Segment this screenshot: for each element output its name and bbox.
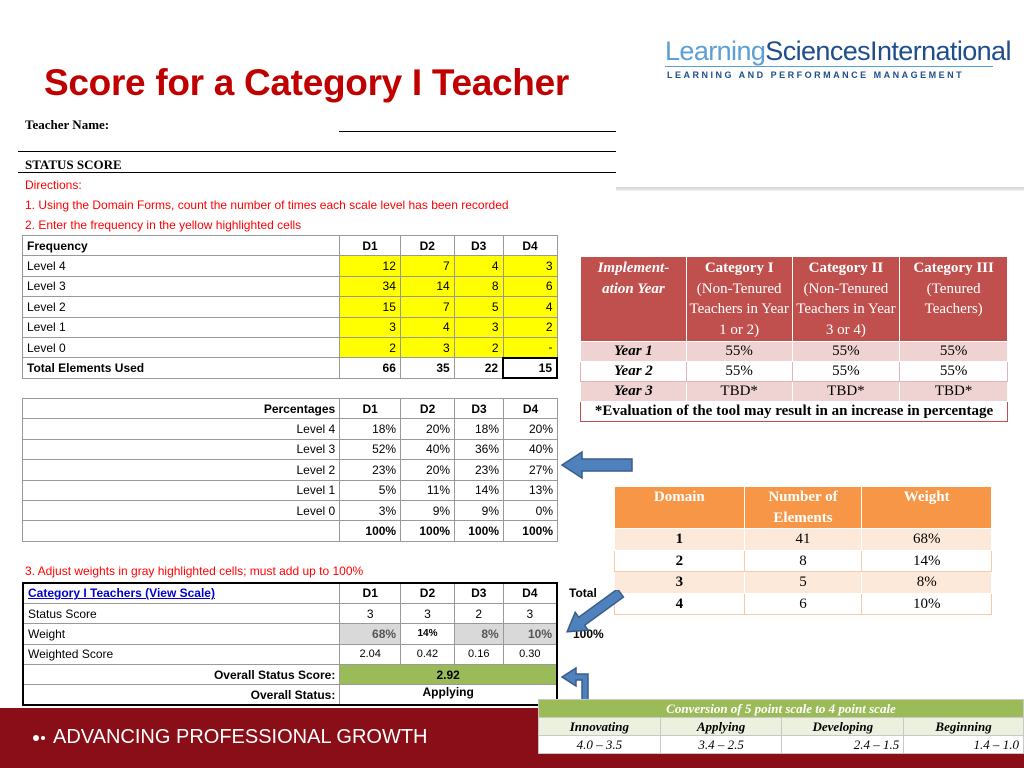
- percent-cell: 18%: [455, 419, 504, 439]
- table-row: [23, 665, 557, 685]
- header-cell: Applying: [660, 718, 782, 736]
- row-label: Level 3: [23, 439, 340, 459]
- row-label: Level 2: [23, 297, 340, 317]
- frequency-input-cell[interactable]: 7: [400, 297, 454, 317]
- directions-label: Directions:: [25, 178, 82, 192]
- category-title: Category I: [704, 260, 774, 276]
- table-row: [615, 593, 992, 615]
- percent-cell: 3%: [340, 500, 401, 520]
- frequency-input-cell[interactable]: 2: [340, 337, 401, 357]
- table-cell: TBD*: [792, 382, 900, 402]
- table-row: [581, 362, 1008, 382]
- table-cell: 55%: [686, 342, 792, 362]
- total-cell: 100%: [504, 521, 558, 541]
- total-cell: 100%: [401, 521, 455, 541]
- table-row: [23, 685, 557, 705]
- weight-input-cell[interactable]: 68%: [340, 624, 401, 644]
- header-cell: [900, 257, 1008, 342]
- domain-number: 1: [615, 529, 745, 551]
- frequency-input-cell[interactable]: 15: [340, 297, 401, 317]
- header-cell: Weight: [862, 487, 992, 529]
- header-cell: [686, 257, 792, 342]
- evaluation-note: *Evaluation of the tool may result in an increase in percentage: [581, 402, 1008, 422]
- row-label: Overall Status:: [23, 685, 340, 705]
- range-cell: 1.4 – 1.0: [904, 736, 1024, 754]
- frequency-input-cell[interactable]: 2: [503, 317, 557, 337]
- table-header-row: [23, 236, 558, 256]
- percent-cell: 20%: [504, 419, 558, 439]
- table-row: [23, 317, 558, 337]
- total-cell: 35: [400, 358, 454, 378]
- frequency-input-cell[interactable]: 5: [454, 297, 503, 317]
- page-title: Score for a Category I Teacher: [44, 62, 569, 103]
- learning-sciences-logo: [665, 36, 1011, 86]
- table-header-row: [539, 700, 1024, 718]
- status-score-cell: 3: [340, 603, 401, 623]
- table-row: [23, 500, 558, 520]
- row-label: Level 1: [23, 317, 340, 337]
- row-label: Total Elements Used: [23, 358, 340, 378]
- selected-total-cell[interactable]: 15: [503, 358, 557, 378]
- frequency-input-cell[interactable]: 34: [340, 276, 401, 296]
- row-label: [23, 521, 340, 541]
- status-score-cell: 3: [401, 603, 455, 623]
- range-cell: 2.4 – 1.5: [782, 736, 904, 754]
- frequency-input-cell[interactable]: 3: [503, 256, 557, 276]
- table-cell: 55%: [686, 362, 792, 382]
- header-cell: D3: [454, 583, 503, 603]
- row-label: Level 0: [23, 337, 340, 357]
- category-title: Category III: [913, 260, 994, 276]
- table-cell: TBD*: [686, 382, 792, 402]
- table-cell: TBD*: [900, 382, 1008, 402]
- header-cell: D3: [455, 399, 504, 419]
- overall-status-value: Applying: [340, 685, 557, 705]
- frequency-input-cell[interactable]: 12: [340, 256, 401, 276]
- domain-number: 3: [615, 572, 745, 594]
- direction-2: 2. Enter the frequency in the yellow highlighted cells: [25, 218, 302, 232]
- frequency-input-cell[interactable]: 8: [454, 276, 503, 296]
- divider-line: [18, 172, 616, 173]
- row-label: Weighted Score: [23, 644, 340, 664]
- category-percentages-table: [580, 256, 1008, 422]
- percent-cell: 9%: [401, 500, 455, 520]
- percent-cell: 23%: [455, 460, 504, 480]
- table-row: [23, 439, 558, 459]
- weighted-score-cell: 0.42: [401, 644, 455, 664]
- header-cell: Domain: [615, 487, 745, 529]
- status-score-cell: 3: [503, 603, 557, 623]
- table-cell: 55%: [792, 362, 900, 382]
- header-cell: D2: [401, 399, 455, 419]
- header-divider: [615, 187, 1024, 191]
- status-score-label: STATUS SCORE: [25, 157, 122, 172]
- left-arrow-icon: [560, 450, 634, 480]
- table-cell: 10%: [862, 593, 992, 615]
- frequency-input-cell[interactable]: 3: [400, 337, 454, 357]
- logo-tagline: LEARNING AND PERFORMANCE MANAGEMENT: [667, 70, 965, 80]
- weight-total-value: 100%: [573, 627, 604, 641]
- header-cell: D2: [400, 236, 454, 256]
- percent-cell: 18%: [340, 419, 401, 439]
- table-row: [615, 529, 992, 551]
- table-total-row: [23, 358, 558, 378]
- header-cell: Beginning: [904, 718, 1024, 736]
- logo-rule: [665, 66, 993, 67]
- header-cell: D4: [503, 236, 557, 256]
- frequency-input-cell[interactable]: 7: [400, 256, 454, 276]
- percent-cell: 23%: [340, 460, 401, 480]
- header-cell: D1: [340, 399, 401, 419]
- table-cell: 55%: [792, 342, 900, 362]
- table-cell: 8: [744, 550, 862, 572]
- row-label: Level 4: [23, 419, 340, 439]
- frequency-input-cell[interactable]: 4: [454, 256, 503, 276]
- row-label: Year 3: [581, 382, 687, 402]
- range-cell: 4.0 – 3.5: [539, 736, 661, 754]
- row-label: Year 1: [581, 342, 687, 362]
- table-total-row: [23, 521, 558, 541]
- weighted-score-cell: 2.04: [340, 644, 401, 664]
- percent-cell: 36%: [455, 439, 504, 459]
- view-scale-link[interactable]: [23, 583, 340, 603]
- logo-learning-word: Learning: [665, 36, 766, 66]
- percent-cell: 52%: [340, 439, 401, 459]
- percent-cell: 20%: [401, 460, 455, 480]
- bent-arrow-icon: [560, 660, 602, 702]
- category-subtitle: (Tenured Teachers): [924, 280, 983, 317]
- header-cell: Percentages: [23, 399, 340, 419]
- footer-dot-icon: [41, 736, 45, 740]
- weight-input-cell[interactable]: 10%: [503, 624, 557, 644]
- conversion-scale-table: [538, 699, 1024, 754]
- frequency-input-cell[interactable]: 14: [400, 276, 454, 296]
- header-cell: D1: [340, 583, 401, 603]
- total-cell: 22: [454, 358, 503, 378]
- row-label: Status Score: [23, 603, 340, 623]
- header-cell: [792, 257, 900, 342]
- header-cell: Innovating: [539, 718, 661, 736]
- table-row: [581, 342, 1008, 362]
- category-title: Category II: [808, 260, 884, 276]
- frequency-input-cell[interactable]: 6: [503, 276, 557, 296]
- weighted-score-cell: 0.30: [503, 644, 557, 664]
- frequency-input-cell[interactable]: 2: [454, 337, 503, 357]
- weight-input-cell[interactable]: 8%: [454, 624, 503, 644]
- frequency-input-cell[interactable]: 4: [503, 297, 557, 317]
- header-cell: D4: [503, 583, 557, 603]
- header-cell: D1: [340, 236, 401, 256]
- header-cell: Number of Elements: [744, 487, 862, 529]
- status-score-spreadsheet: [18, 108, 616, 708]
- header-cell: D3: [454, 236, 503, 256]
- percent-cell: 11%: [401, 480, 455, 500]
- row-label: Weight: [23, 624, 340, 644]
- table-row: [23, 337, 558, 357]
- direction-3: 3. Adjust weights in gray highlighted cells; must add up to 100%: [25, 564, 364, 578]
- table-row: [23, 480, 558, 500]
- table-cell: 5: [744, 572, 862, 594]
- frequency-table: [22, 235, 558, 379]
- table-header-row: [539, 718, 1024, 736]
- row-label: Level 4: [23, 256, 340, 276]
- logo-rest-word: SciencesInternational: [765, 36, 1011, 66]
- table-cell: 8%: [862, 572, 992, 594]
- table-cell: 55%: [900, 362, 1008, 382]
- table-header-row: [615, 487, 992, 529]
- row-label: Year 2: [581, 362, 687, 382]
- percent-cell: 20%: [401, 419, 455, 439]
- percent-cell: 27%: [504, 460, 558, 480]
- table-header-row: [23, 399, 558, 419]
- table-row: [23, 256, 558, 276]
- header-cell: D2: [401, 583, 455, 603]
- row-label: Level 3: [23, 276, 340, 296]
- percent-cell: 40%: [504, 439, 558, 459]
- category-subtitle: (Non-Tenured Teachers in Year 1 or 2): [689, 280, 789, 338]
- table-note-row: [581, 402, 1008, 422]
- footer-dot-icon: [33, 735, 39, 741]
- table-header-row: [23, 583, 557, 603]
- row-label: Overall Status Score:: [23, 665, 340, 685]
- header-cell: Frequency: [23, 236, 340, 256]
- overall-score-value: 2.92: [340, 665, 557, 685]
- domain-number: 4: [615, 593, 745, 615]
- divider-line: [18, 151, 616, 152]
- frequency-input-cell[interactable]: -: [503, 337, 557, 357]
- table-row: [23, 276, 558, 296]
- percent-cell: 40%: [401, 439, 455, 459]
- header-cell: Developing: [782, 718, 904, 736]
- table-header-row: [581, 257, 1008, 342]
- table-cell: 68%: [862, 529, 992, 551]
- percentages-table: [22, 398, 558, 542]
- table-row: [23, 644, 557, 664]
- row-label: Level 1: [23, 480, 340, 500]
- status-score-cell: 2: [454, 603, 503, 623]
- frequency-input-cell[interactable]: 3: [340, 317, 401, 337]
- row-label: Level 0: [23, 500, 340, 520]
- table-row: [615, 550, 992, 572]
- total-cell: 100%: [455, 521, 504, 541]
- teacher-name-line: [339, 131, 616, 132]
- table-cell: 14%: [862, 550, 992, 572]
- table-row: [23, 624, 557, 644]
- weighted-score-cell: 0.16: [454, 644, 503, 664]
- table-row: [23, 603, 557, 623]
- category-subtitle: (Non-Tenured Teachers in Year 3 or 4): [796, 280, 896, 338]
- direction-1: 1. Using the Domain Forms, count the number of times each scale level has been recorded: [25, 198, 509, 212]
- total-cell: 66: [340, 358, 401, 378]
- table-row: [23, 419, 558, 439]
- percent-cell: 14%: [455, 480, 504, 500]
- view-scale-link-text[interactable]: Category I Teachers (View Scale): [28, 586, 215, 601]
- table-row: [23, 460, 558, 480]
- table-row: [581, 382, 1008, 402]
- total-cell: 100%: [340, 521, 401, 541]
- percent-cell: 13%: [504, 480, 558, 500]
- percent-cell: 0%: [504, 500, 558, 520]
- percent-cell: 5%: [340, 480, 401, 500]
- table-cell: 41: [744, 529, 862, 551]
- frequency-input-cell[interactable]: 3: [454, 317, 503, 337]
- footer-text: ADVANCING PROFESSIONAL GROWTH: [53, 726, 428, 748]
- table-row: [615, 572, 992, 594]
- weight-input-cell[interactable]: 14%: [401, 624, 455, 644]
- table-cell: 6: [744, 593, 862, 615]
- header-cell: D4: [504, 399, 558, 419]
- row-label: Level 2: [23, 460, 340, 480]
- diagonal-arrow-icon: [557, 590, 629, 636]
- table-row: [23, 297, 558, 317]
- range-cell: 3.4 – 2.5: [660, 736, 782, 754]
- table-cell: 55%: [900, 342, 1008, 362]
- table-row: [539, 736, 1024, 754]
- total-label: Total: [569, 586, 597, 600]
- conversion-title: Conversion of 5 point scale to 4 point scale: [539, 700, 1024, 718]
- header-cell: Implement-ation Year: [581, 257, 687, 342]
- percent-cell: 9%: [455, 500, 504, 520]
- domain-number: 2: [615, 550, 745, 572]
- frequency-input-cell[interactable]: 4: [400, 317, 454, 337]
- domain-weights-table: [614, 486, 992, 615]
- weights-table: [22, 582, 558, 706]
- teacher-name-label: Teacher Name:: [25, 117, 110, 132]
